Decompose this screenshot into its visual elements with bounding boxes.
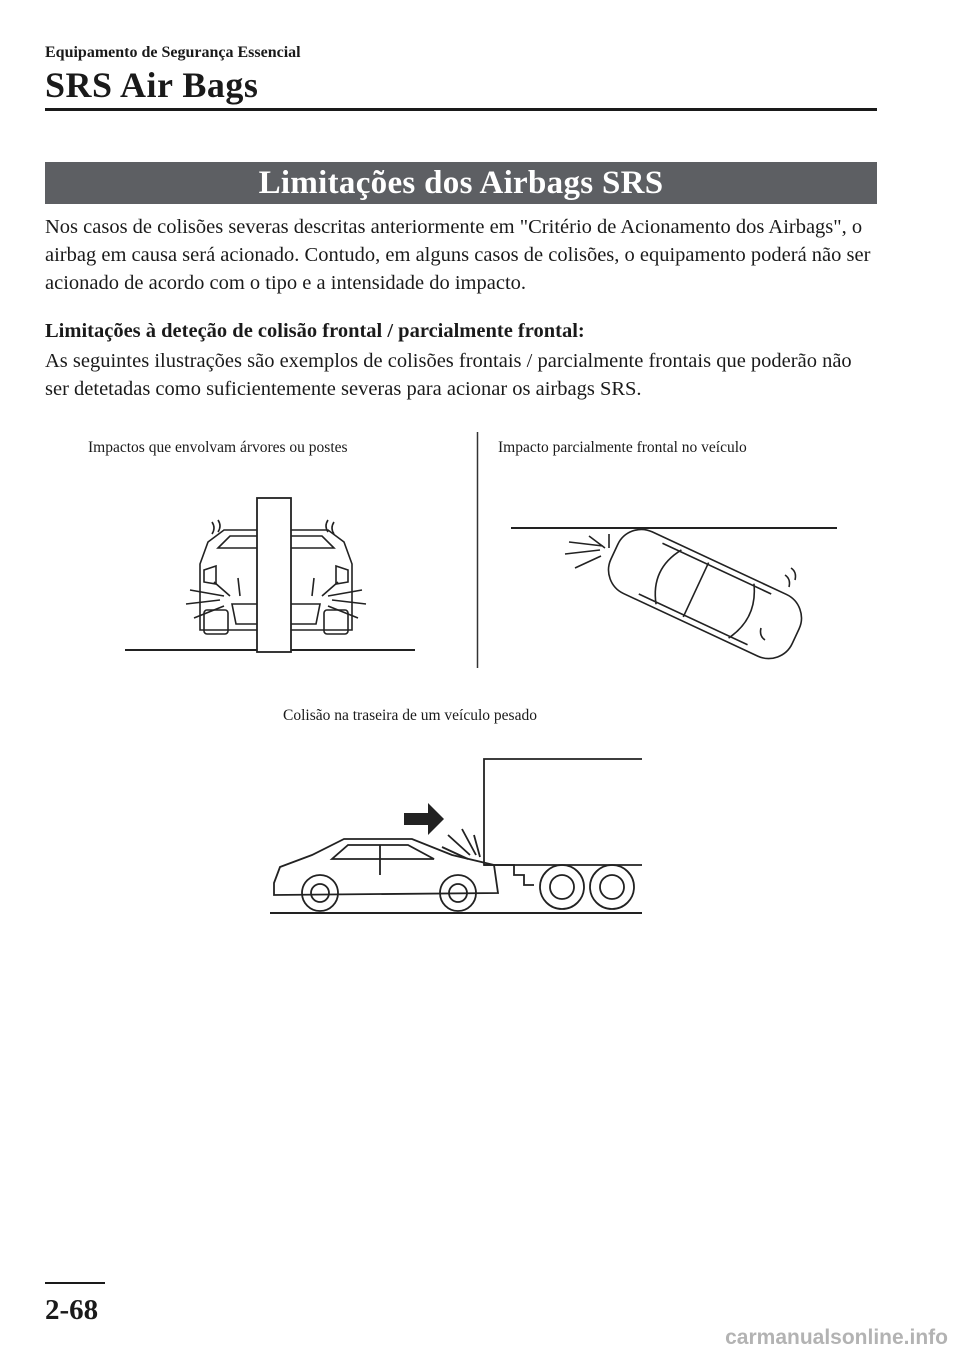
figure-caption-partial: Impacto parcialmente frontal no veículo [498, 439, 747, 456]
page-number: 2-68 [45, 1294, 99, 1326]
chapter-title: SRS Air Bags [45, 65, 259, 105]
car-truck-underride-illustration [262, 755, 647, 920]
figure-caption-pole: Impactos que envolvam árvores ou postes [88, 439, 348, 456]
section-banner [45, 162, 877, 204]
intro-paragraph: Nos casos de colisões severas descritas anteriormente em "Critério de Acionamento dos Airbags", o airbag em causa será acionado. Contudo, em alguns casos de colisões, o equipamento poderá não ser acionado de acordo com o tipo e a intensidade do impacto. [45, 216, 871, 294]
section-kicker: Equipamento de Segurança Essencial [45, 44, 301, 61]
body-paragraph: As seguintes ilustrações são exemplos de colisões frontais / parcialmente frontais que poderão não ser detetadas como suficientemente severas para acionar os airbags SRS. [45, 350, 852, 400]
subheading: Limitações à deteção de colisão frontal / parcialmente frontal: [45, 320, 585, 342]
figure-caption-truck: Colisão na traseira de um veículo pesado [283, 707, 537, 724]
footer-divider [45, 1282, 105, 1284]
arrow-right-icon [404, 803, 444, 835]
header-divider [45, 108, 877, 111]
banner-title: Limitações dos Airbags SRS [258, 164, 664, 201]
car-partial-frontal-impact-illustration [505, 520, 840, 660]
car-pole-impact-illustration [120, 492, 420, 657]
figure-divider [476, 432, 480, 668]
watermark: carmanualsonline.info [725, 1326, 948, 1349]
